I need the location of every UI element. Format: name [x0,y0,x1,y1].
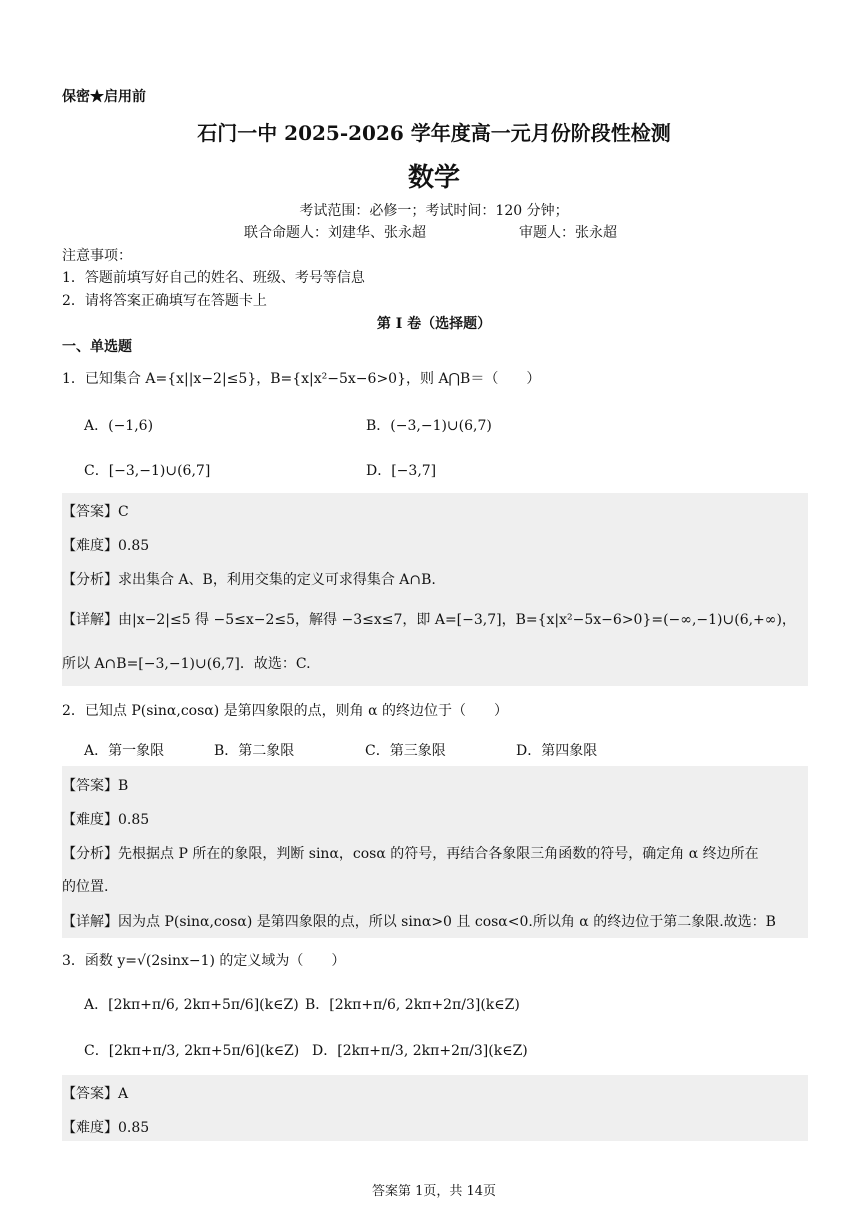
notes-heading: 注意事项： [62,248,132,264]
q1-option-d: D．[−3,7] [366,463,437,479]
authors: 联合命题人：刘建华、张永超 [244,225,426,241]
q3-option-d-text: [2kπ+π/3, 2kπ+2π/3](k∈Z) [337,1043,528,1059]
q1-stem: 1．已知集合 A={x||x−2|≤5}，B={x|x²−5x−6>0}，则 A⋂B＝（ ） [62,371,541,387]
q1-option-a: A．(−1,6) [84,418,154,434]
note-item: 2．请将答案正确填写在答题卡上 [62,293,267,309]
q3-option-b-label: B． [305,997,330,1013]
q1-detail-line2: 所以 A∩B=[−3,−1)∪(6,7]．故选：C. [62,656,311,672]
q3-option-a-text: [2kπ+π/6, 2kπ+5π/6](k∈Z) [108,997,299,1013]
q3-option-c-text: [2kπ+π/3, 2kπ+5π/6](k∈Z) [108,1043,300,1059]
q3-difficulty: 【难度】0.85 [62,1120,150,1136]
volume-heading: 第 I 卷（选择题） [376,316,492,332]
q2-answer: 【答案】B [62,778,129,794]
q2-stem: 2．已知点 P(sinα,cosα) 是第四象限的点，则角 α 的终边位于（ ） [62,703,508,719]
q1-difficulty: 【难度】0.85 [62,538,150,554]
part-heading: 一、单选题 [62,339,132,355]
subject-title: 数学 [407,163,460,193]
q1-option-c: C．[−3,−1)∪(6,7] [84,463,211,479]
q1-analysis: 【分析】求出集合 A、B，利用交集的定义可求得集合 A∩B. [62,572,436,588]
q3-option-b-text: [2kπ+π/6, 2kπ+2π/3](k∈Z) [329,997,520,1013]
q3-option-a [84,994,299,1014]
note-item: 1．答题前填写好自己的姓名、班级、考号等信息 [62,270,365,286]
q3-answer: 【答案】A [62,1086,129,1102]
q3-option-c-label: C． [84,1043,109,1059]
q2-analysis-line2: 的位置. [62,879,109,895]
q1-option-b: B．(−3,−1)∪(6,7) [366,418,492,434]
q2-analysis-line1: 【分析】先根据点 P 所在的象限，判断 sinα，cosα 的符号，再结合各象限三角函数的符号，确定角 α 终边所在 [62,846,759,862]
q3-solution-box [62,1075,808,1141]
q2-solution-box [62,766,808,938]
q3-option-d [312,1040,528,1060]
q3-option-a-label: A． [84,997,109,1013]
q2-option-c: C．第三象限 [365,743,446,759]
q3-stem: 3．函数 y=√(2sinx−1) 的定义域为（ ） [62,953,346,969]
exam-info: 考试范围：必修一；考试时间：120 分钟； [299,203,569,219]
q3-option-d-label: D． [312,1043,338,1059]
secret-label: 保密★启用前 [62,89,146,105]
q1-answer: 【答案】C [62,504,129,520]
exam-title: 石门一中 2025-2026 学年度高一元月份阶段性检测 [197,121,671,145]
q3-option-b [305,994,520,1014]
q2-option-b: B．第二象限 [214,743,295,759]
q3-option-c [84,1040,299,1060]
page-footer: 答案第 1页，共 14页 [371,1184,497,1199]
q1-solution-box [62,493,808,686]
q2-option-d: D．第四象限 [516,743,598,759]
q1-detail-line1: 【详解】由|x−2|≤5 得 −5≤x−2≤5，解得 −3≤x≤7，即 A=[−3,7]，B={x|x²−5x−6>0}=(−∞,−1)∪(6,+∞)， [62,612,796,628]
reviewer: 审题人：张永超 [519,225,617,241]
q2-option-a: A．第一象限 [84,743,165,759]
q2-difficulty: 【难度】0.85 [62,812,150,828]
q2-detail: 【详解】因为点 P(sinα,cosα) 是第四象限的点，所以 sinα>0 且 cosα<0.所以角 α 的终边位于第二象限.故选：B [62,914,776,930]
